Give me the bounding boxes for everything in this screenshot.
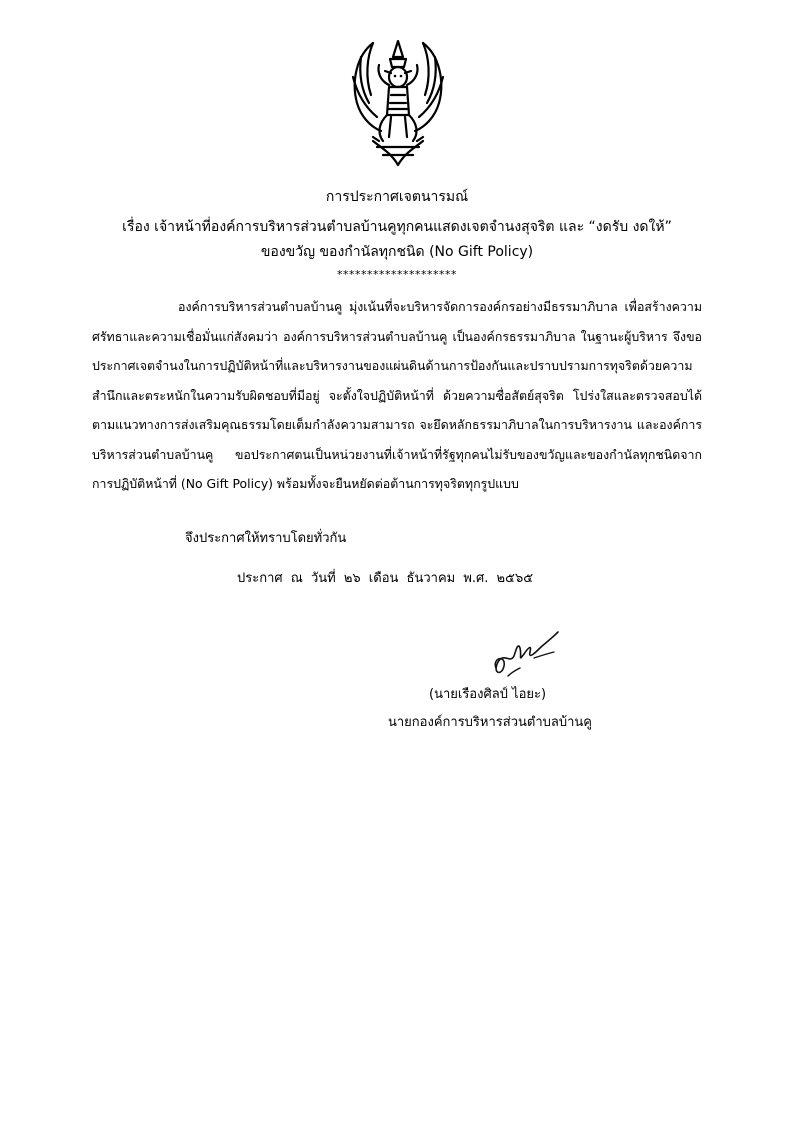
announcement-date: ประกาศ ณ วันที่ ๒๖ เดือน ธันวาคม พ.ศ. ๒๕๖๕ — [237, 571, 534, 586]
garuda-emblem-icon — [343, 37, 453, 169]
body-paragraph-text: องค์การบริหารส่วนตำบลบ้านคู มุ่งเน้นที่จะบริหารจัดการองค์กรอย่างมีธรรมาภิบาล เพื่อสร้างความศรัทธาและความเชื่อมั่นแก่สังคมว่า องค์การบริหารส่วนตำบลบ้านคู เป็นองค์กรธรรมาภิบาล ในฐานะผู้บริหาร จึงขอประกาศเจตจำนงในการปฏิบัติหน้าที่และบริหารงานของแผ่นดินด้านการป้องกันและปราบปรามการทุจริตด้วยความสำนึกและตระหนักในความรับผิดชอบที่มีอยู่ จะตั้งใจปฏิบัติหน้าที่ ด้วยความซื่อสัตย์สุจริต โปร่งใสและตรวจสอบได้ ตามแนวทางการส่งเสริมคุณธรรมโดยเต็มกำลังความสามารถ จะยึดหลักธรรมาภิบาลในการบริหารงาน และองค์การบริหารส่วนตำบลบ้านคู ขอประกาศตนเป็นหน่วยงานที่เจ้าหน้าที่รัฐทุกคนไม่รับของขวัญและของกำนัลทุกชนิดจากการปฏิบัติหน้าที่ (No Gift Policy) พร้อมทั้งจะยืนหยัดต่อต้านการทุจริตทุกรูปแบบ — [92, 299, 702, 491]
document-heading: การประกาศเจตนารมณ์ — [325, 189, 469, 205]
separator-line: ******************** — [337, 268, 457, 281]
document-subject-continued: ของขวัญ ของกำนัลทุกชนิด (No Gift Policy) — [260, 244, 534, 260]
body-paragraph — [92, 292, 702, 499]
signer-name: (นายเรืองศิลป์ ไอยะ) — [429, 687, 547, 702]
signature-mark — [488, 618, 568, 682]
document-subject: เรื่อง เจ้าหน้าที่องค์การบริหารส่วนตำบลบ้านคูทุกคนแสดงเจตจำนงสุจริต และ “งดรับ งดให้” — [122, 219, 672, 235]
signer-title: นายกองค์การบริหารส่วนตำบลบ้านคู — [388, 715, 592, 730]
closing-statement: จึงประกาศให้ทราบโดยทั่วกัน — [185, 531, 347, 546]
